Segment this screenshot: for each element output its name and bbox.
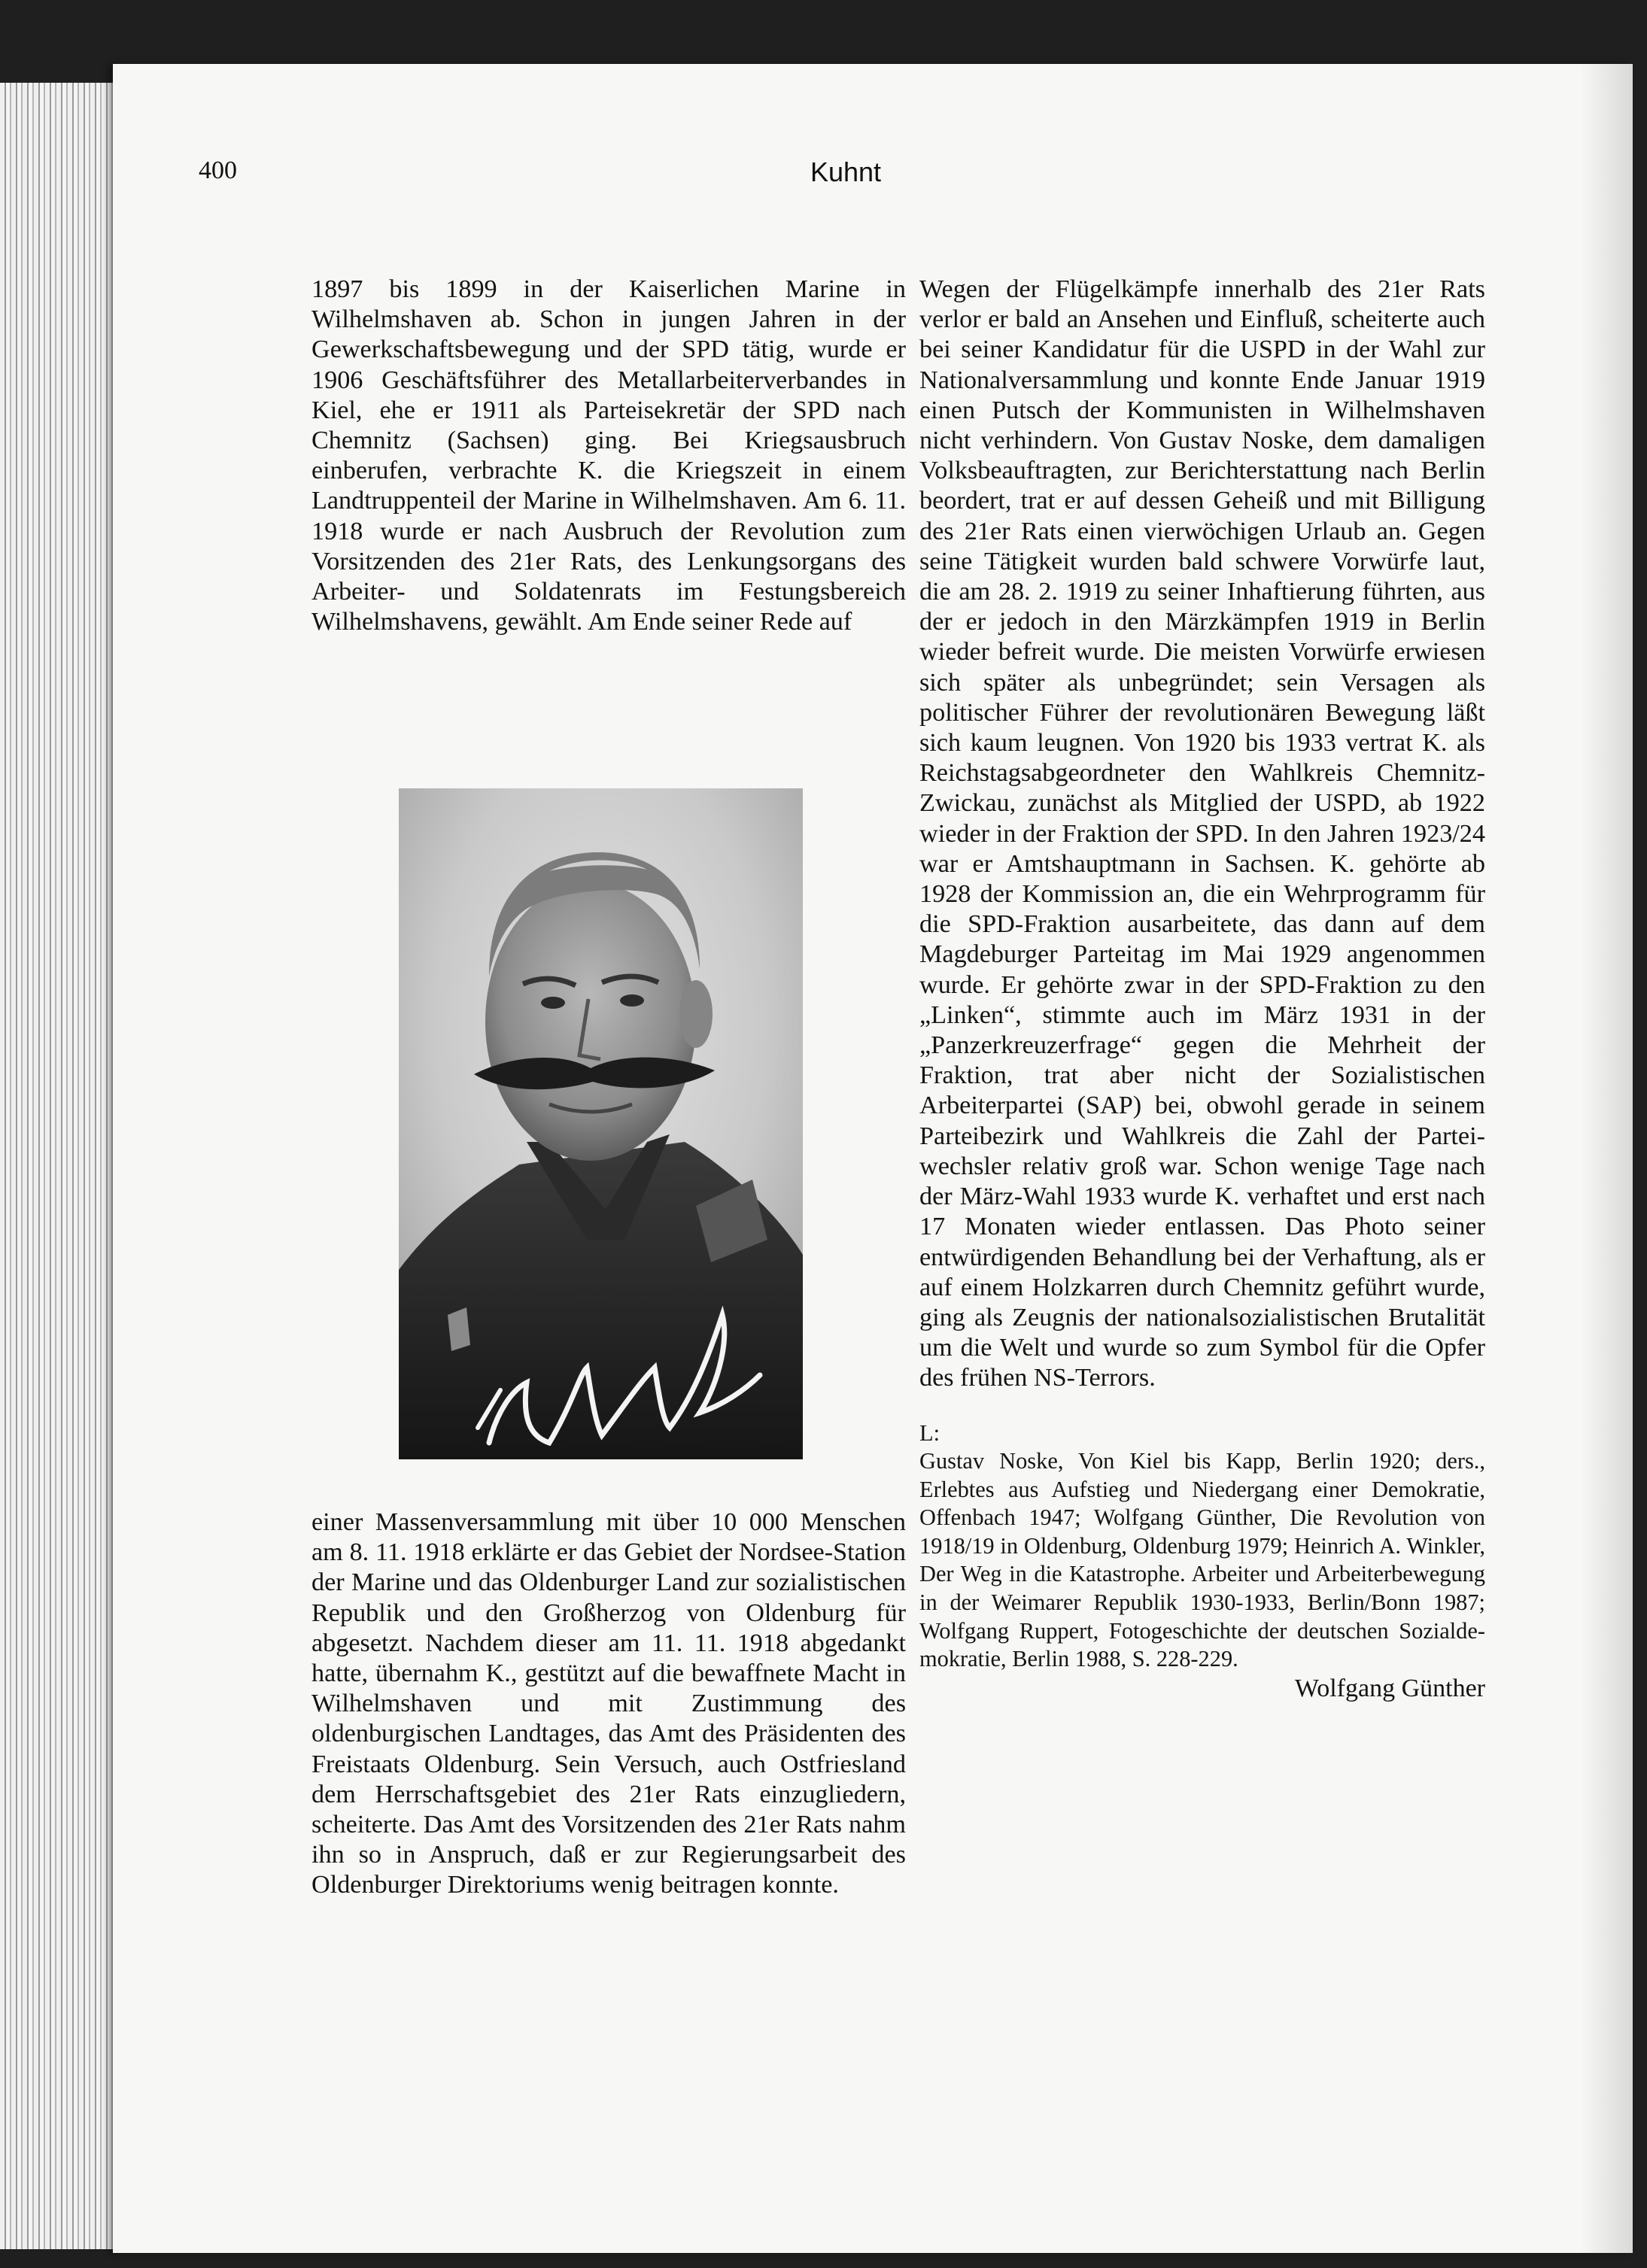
references-text: Gustav Noske, Von Kiel bis Kapp, Berlin 1920; ders., Erlebtes aus Aufstieg und Niedergang einer Demokratie, Offenbach 1947; Wolfgang Günther, Die Revolution von 1918/19 in Oldenburg, Oldenburg 1979; Heinrich A. Winkler, Der Weg in die Katastrophe. Arbeiter und Arbeiterbewegung in der Weimarer Republik 1930-1933, Berlin/Bonn 1987; Wolfgang Ruppert, Fotogeschichte der deutschen Sozialdemokratie, Berlin 1988, S. 228-229.	[919, 1448, 1485, 1672]
right-column	[919, 275, 1485, 1704]
portrait-photo-icon	[399, 788, 803, 1459]
author-signature: Wolfgang Günther	[1294, 1674, 1485, 1702]
left-column-top	[311, 275, 906, 637]
body-paragraph: einer Massenversammlung mit über 10 000 Menschen am 8. 11. 1918 erklärte er das Gebiet der Nordsee-Station der Marine und das Oldenburger Land zur sozialistischen Republik und den Großherzog von Oldenburg für abgesetzt. Nachdem dieser am 11. 11. 1918 abgedankt hatte, übernahm K., gestützt auf die bewaffnete Macht in Wilhelmshaven und mit Zustimmung des oldenburgischen Landtages, das Amt des Präsidenten des Freistaats Oldenburg. Sein Versuch, auch Ostfriesland dem Herrschaftsgebiet des 21er Rats einzugliedern, scheiterte. Das Amt des Vorsitzenden des 21er Rats nahm ihn so in Anspruch, daß er zur Regierungsarbeit des Oldenburger Direktoriums wenig beitragen konnte.	[311, 1508, 906, 1899]
references-label: L:	[919, 1419, 940, 1446]
body-paragraph: 1897 bis 1899 in der Kaiserlichen Marine in Wilhelmshaven ab. Schon in jungen Jahren in der Gewerkschaftsbewegung und der SPD tätig, wurde er 1906 Geschäftsführer des Metallarbeiterverbandes in Kiel, ehe er 1911 als Parteisekretär der SPD nach Chemnitz (Sachsen) ging. Bei Kriegsausbruch einberufen, verbrachte K. die Kriegszeit in einem Landtruppenteil der Marine in Wilhelmshaven. Am 6. 11. 1918 wurde er nach Ausbruch der Revolution zum Vorsitzenden des 21er Rats, des Lenkungsorgans des Arbeiter- und Soldatenrats im Festungsbereich Wilhelmshavens, gewählt. Am Ende seiner Rede auf	[311, 275, 906, 636]
portrait-photo	[399, 788, 803, 1459]
running-head: Kuhnt	[810, 156, 882, 187]
references	[919, 1419, 1485, 1674]
body-paragraph: Wegen der Flügelkämpfe innerhalb des 21er Rats verlor er bald an Ansehen und Einfluß, scheiterte auch bei seiner Kandidatur für die USPD in der Wahl zur Nationalversammlung und konnte Ende Januar 1919 einen Putsch der Kommunisten in Wilhelmshaven nicht verhindern. Von Gustav Noske, dem damaligen Volksbeauftragten, zur Berichterstattung nach Berlin beordert, trat er auf dessen Geheiß und mit Billigung des 21er Rats einen vierwöchigen Urlaub an. Gegen seine Tätigkeit wurden bald schwere Vorwürfe laut, die am 28. 2. 1919 zu seiner Inhaftierung führten, aus der er jedoch in den Märzkämpfen 1919 in Berlin wieder befreit wurde. Die meisten Vorwürfe erwiesen sich später als unbegründet; sein Versagen als politischer Führer der revolutionären Bewegung läßt sich kaum leugnen. Von 1920 bis 1933 vertrat K. als Reichstagsabgeordneter den Wahlkreis Chemnitz-Zwickau, zunächst als Mitglied der USPD, ab 1922 wieder in der Fraktion der SPD. In den Jahren 1923/24 war er Amtshauptmann in Sachsen. K. gehörte ab 1928 der Kommission an, die ein Wehrprogramm für die SPD-Fraktion ausarbeitete, das dann auf dem Magdeburger Parteitag im Mai 1929 angenommen wurde. Er gehörte zwar in der SPD-Fraktion zu den „Linken“, stimmte auch im März 1931 in der „Panzerkreuzerfrage“ gegen die Mehrheit der Fraktion, trat aber nicht der Sozialistischen Arbeiterpartei (SAP) bei, obwohl gerade in seinem Parteibezirk und Wahlkreis die Zahl der Parteiwechsler relativ groß war. Schon wenige Tage nach der März-Wahl 1933 wurde K. verhaftet und erst nach 17 Monaten wieder entlassen. Das Photo seiner entwürdigenden Behandlung bei der Verhaftung, als er auf einem Holzkarren durch Chemnitz geführt wurde, ging als Zeugnis der nationalsozialistischen Brutalität um die Welt und wurde so zum Symbol für die Opfer des frühen NS-Terrors.	[919, 275, 1485, 1392]
page-number: 400	[199, 156, 237, 184]
left-column-bottom	[311, 1507, 906, 1901]
page-header	[199, 156, 1493, 202]
